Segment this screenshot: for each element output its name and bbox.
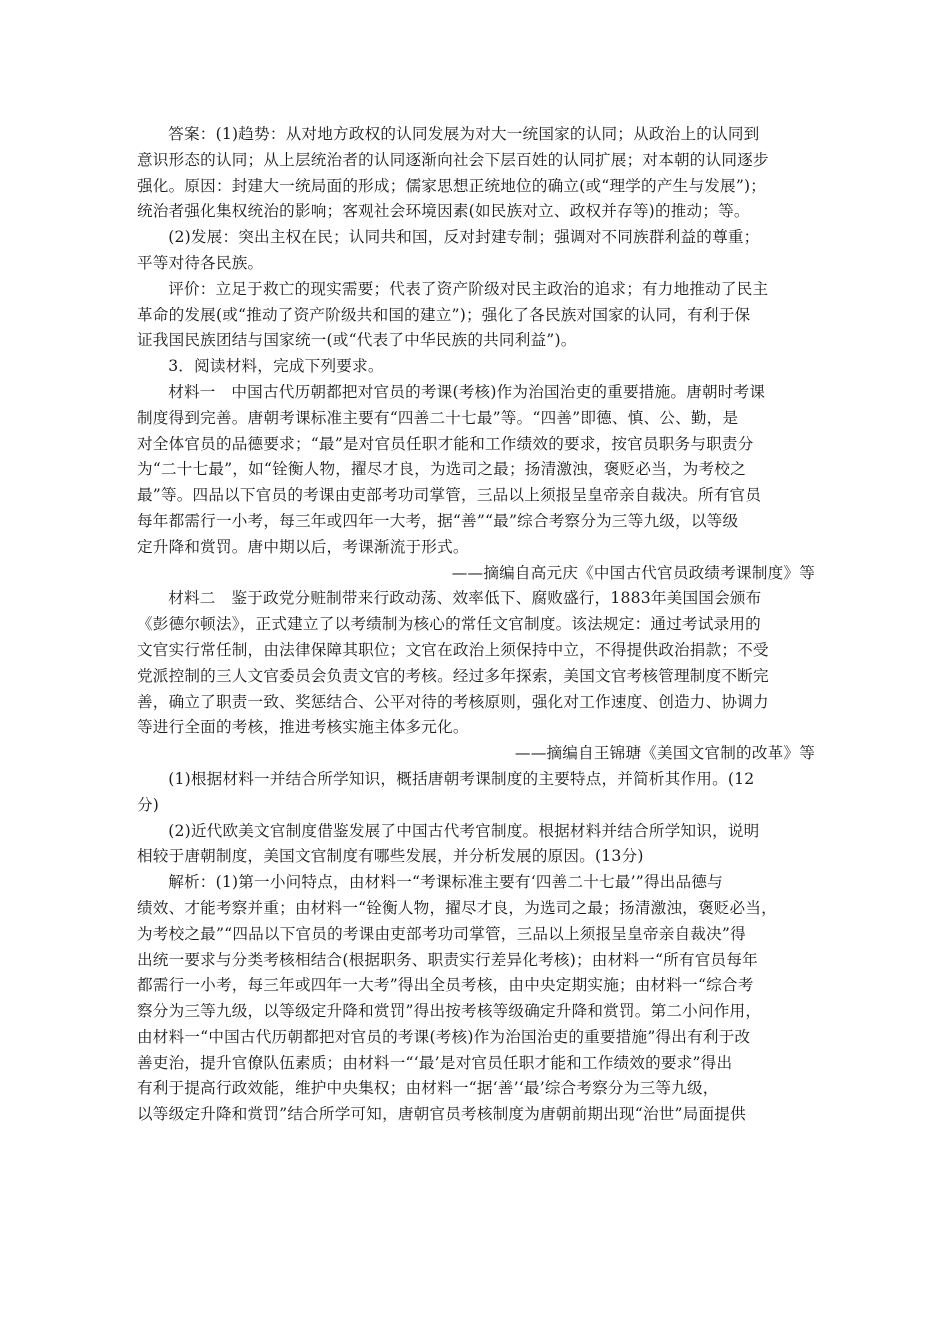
question-3-part-2: (2)近代欧美文官制度借鉴发展了中国古代考官制度。根据材料并结合所学知识，说明 相较于唐朝制度，美国文官制度有哪些发展，并分析发展的原因。(13分) <box>137 821 760 866</box>
material-two-source: ——摘编自王锦瑭《美国文官制的改革》等 <box>514 744 815 763</box>
question-3-part-1: (1)根据材料一并结合所学知识，概括唐朝考课制度的主要特点，并简析其作用。(12 分) <box>137 769 755 814</box>
question-3-heading: 3．阅读材料，完成下列要求。 <box>168 357 384 376</box>
material-one-source: ——摘编自高元庆《中国古代官员政绩考课制度》等 <box>451 563 815 582</box>
answer-paragraph-2: (2)发展：突出主权在民；认同共和国，反对封建专制；强调对不同族群利益的尊重； 平等对待各民族。 <box>137 228 760 272</box>
material-two-paragraph: 材料二 鉴于政党分赃制带来行政动荡、效率低下、腐败盛行，1883年美国国会颁布 《彭德尔顿法》，正式建立了以考绩制为核心的常任文官制度。该法规定：通过考试录用的 文官实行常任制，由法律保障其职位；文官在政治上须保持中立，不得提供政治捐款；不受 党派控制的三人文官委员会负责文官的考核。经过多年探索，美国文官考核管理制度不断完 善，确立了职责一致、奖惩结合、公平对待的考核原则，强化对工作速度、创造力、协调力 等进行全面的考核，推进考核实施主体多元化。 <box>137 589 769 737</box>
document-body <box>137 122 817 1128</box>
analysis-paragraph: 解析：(1)第一小问特点，由材料一“考课标准主要有‘四善二十七最’”得出品德与 绩效、才能考察并重；由材料一“铨衡人物，擢尽才良，为选司之最；扬清激浊，褒贬必当， 为考校之最”“四品以下官员的考课由吏部考功司掌管，三品以上须报呈皇帝亲自裁决”得 出统一要求与分类考核相结合(根据职务、职责实行差异化考核)；由材料一“所有官员每年 都需行一小考，每三年或四年一大考”得出全员考核，由中央定期实施；由材料一“综合考 察分为三等九级，以等级定升降和赏罚”得出按考核等级确定升降和赏罚。第二小问作用， 由材料一“中国古代历朝都把对官员的考课(考核)作为治国治吏的重要措施”得出有利于改 善吏治，提升官僚队伍素质；由材料一“‘最’是对官员任职才能和工作绩效的要求”得出 有利于提高行政效能，维护中央集权；由材料一“据‘善’‘最’综合考察分为三等九级， 以等级定升降和赏罚”结合所学可知，唐朝官员考核制度为唐朝前期出现“治世”局面提供 <box>137 873 777 1124</box>
evaluation-paragraph: 评价：立足于救亡的现实需要；代表了资产阶级对民主政治的追求；有力地推动了民主 革命的发展(或“推动了资产阶级共和国的建立”)；强化了各民族对国家的认同，有利于保 证我国民族团结与国家统一(或“代表了中华民族的共同利益”)。 <box>137 279 769 350</box>
answer-paragraph-1: 答案：(1)趋势：从对地方政权的认同发展为对大一统国家的认同；从政治上的认同到 意识形态的认同；从上层统治者的认同逐渐向社会下层百姓的认同扩展；对本朝的认同逐步 强化。原因：封建大一统局面的形成；儒家思想正统地位的确立(或“理学的产生与发展”)； 统治者强化集权统治的影响；客观社会环境因素(如民族对立、政权并存等)的推动；等。 <box>137 125 769 221</box>
material-one-paragraph: 材料一 中国古代历朝都把对官员的考课(考核)作为治国治吏的重要措施。唐朝时考课 制度得到完善。唐朝考课标准主要有“四善二十七最”等。“四善”即德、慎、公、勤，是 对全体官员的品德要求；“最”是对官员任职才能和工作绩效的要求，按官员职务与职责分 为“二十七最”，如“铨衡人物，擢尽才良，为选司之最；扬清激浊，褒贬必当，为考校之 最”等。四品以下官员的考课由吏部考功司掌管，三品以上须报呈皇帝亲自裁决。所有官员 每年都需行一小考，每三年或四年一大考，据“善”“最”综合考察分为三等九级，以等级 定升降和赏罚。唐中期以后，考课渐流于形式。 <box>137 382 766 556</box>
